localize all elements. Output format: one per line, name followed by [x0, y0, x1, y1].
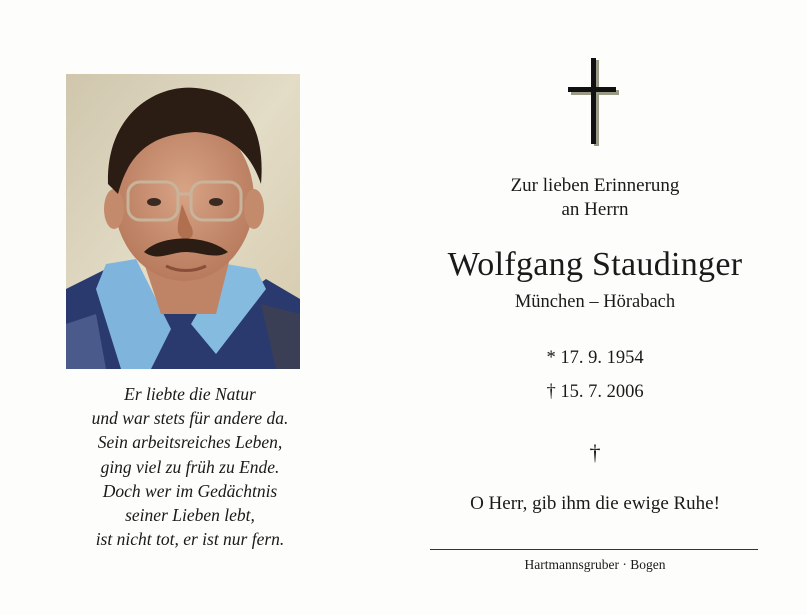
dedication — [420, 174, 770, 222]
poem-line: Doch wer im Gedächtnis — [102, 480, 278, 501]
poem-line: und war stets für andere da. — [91, 408, 289, 429]
portrait-image — [66, 74, 300, 369]
poem — [40, 382, 340, 551]
printer-credit: Hartmannsgruber · Bogen — [524, 557, 666, 572]
poem-line: ist nicht tot, er ist nur fern. — [95, 529, 285, 550]
portrait-photo — [66, 74, 300, 369]
dedication-line: an Herrn — [561, 199, 629, 220]
small-cross-icon: † — [589, 440, 601, 465]
cross-icon — [566, 58, 622, 148]
prayer: O Herr, gib ihm die ewige Ruhe! — [470, 493, 720, 514]
divider — [430, 549, 758, 550]
poem-line: Er liebte die Natur — [124, 384, 256, 404]
poem-line: ging viel zu früh zu Ende. — [100, 456, 280, 477]
poem-line: Sein arbeitsreiches Leben, — [97, 432, 283, 453]
dedication-line: Zur lieben Erinnerung — [510, 175, 680, 196]
poem-line: seiner Lieben lebt, — [125, 505, 255, 526]
place: München – Hörabach — [514, 292, 676, 312]
deceased-name: Wolfgang Staudinger — [447, 246, 743, 283]
birth-date: * 17. 9. 1954 — [546, 348, 644, 368]
death-date: † 15. 7. 2006 — [546, 382, 644, 402]
